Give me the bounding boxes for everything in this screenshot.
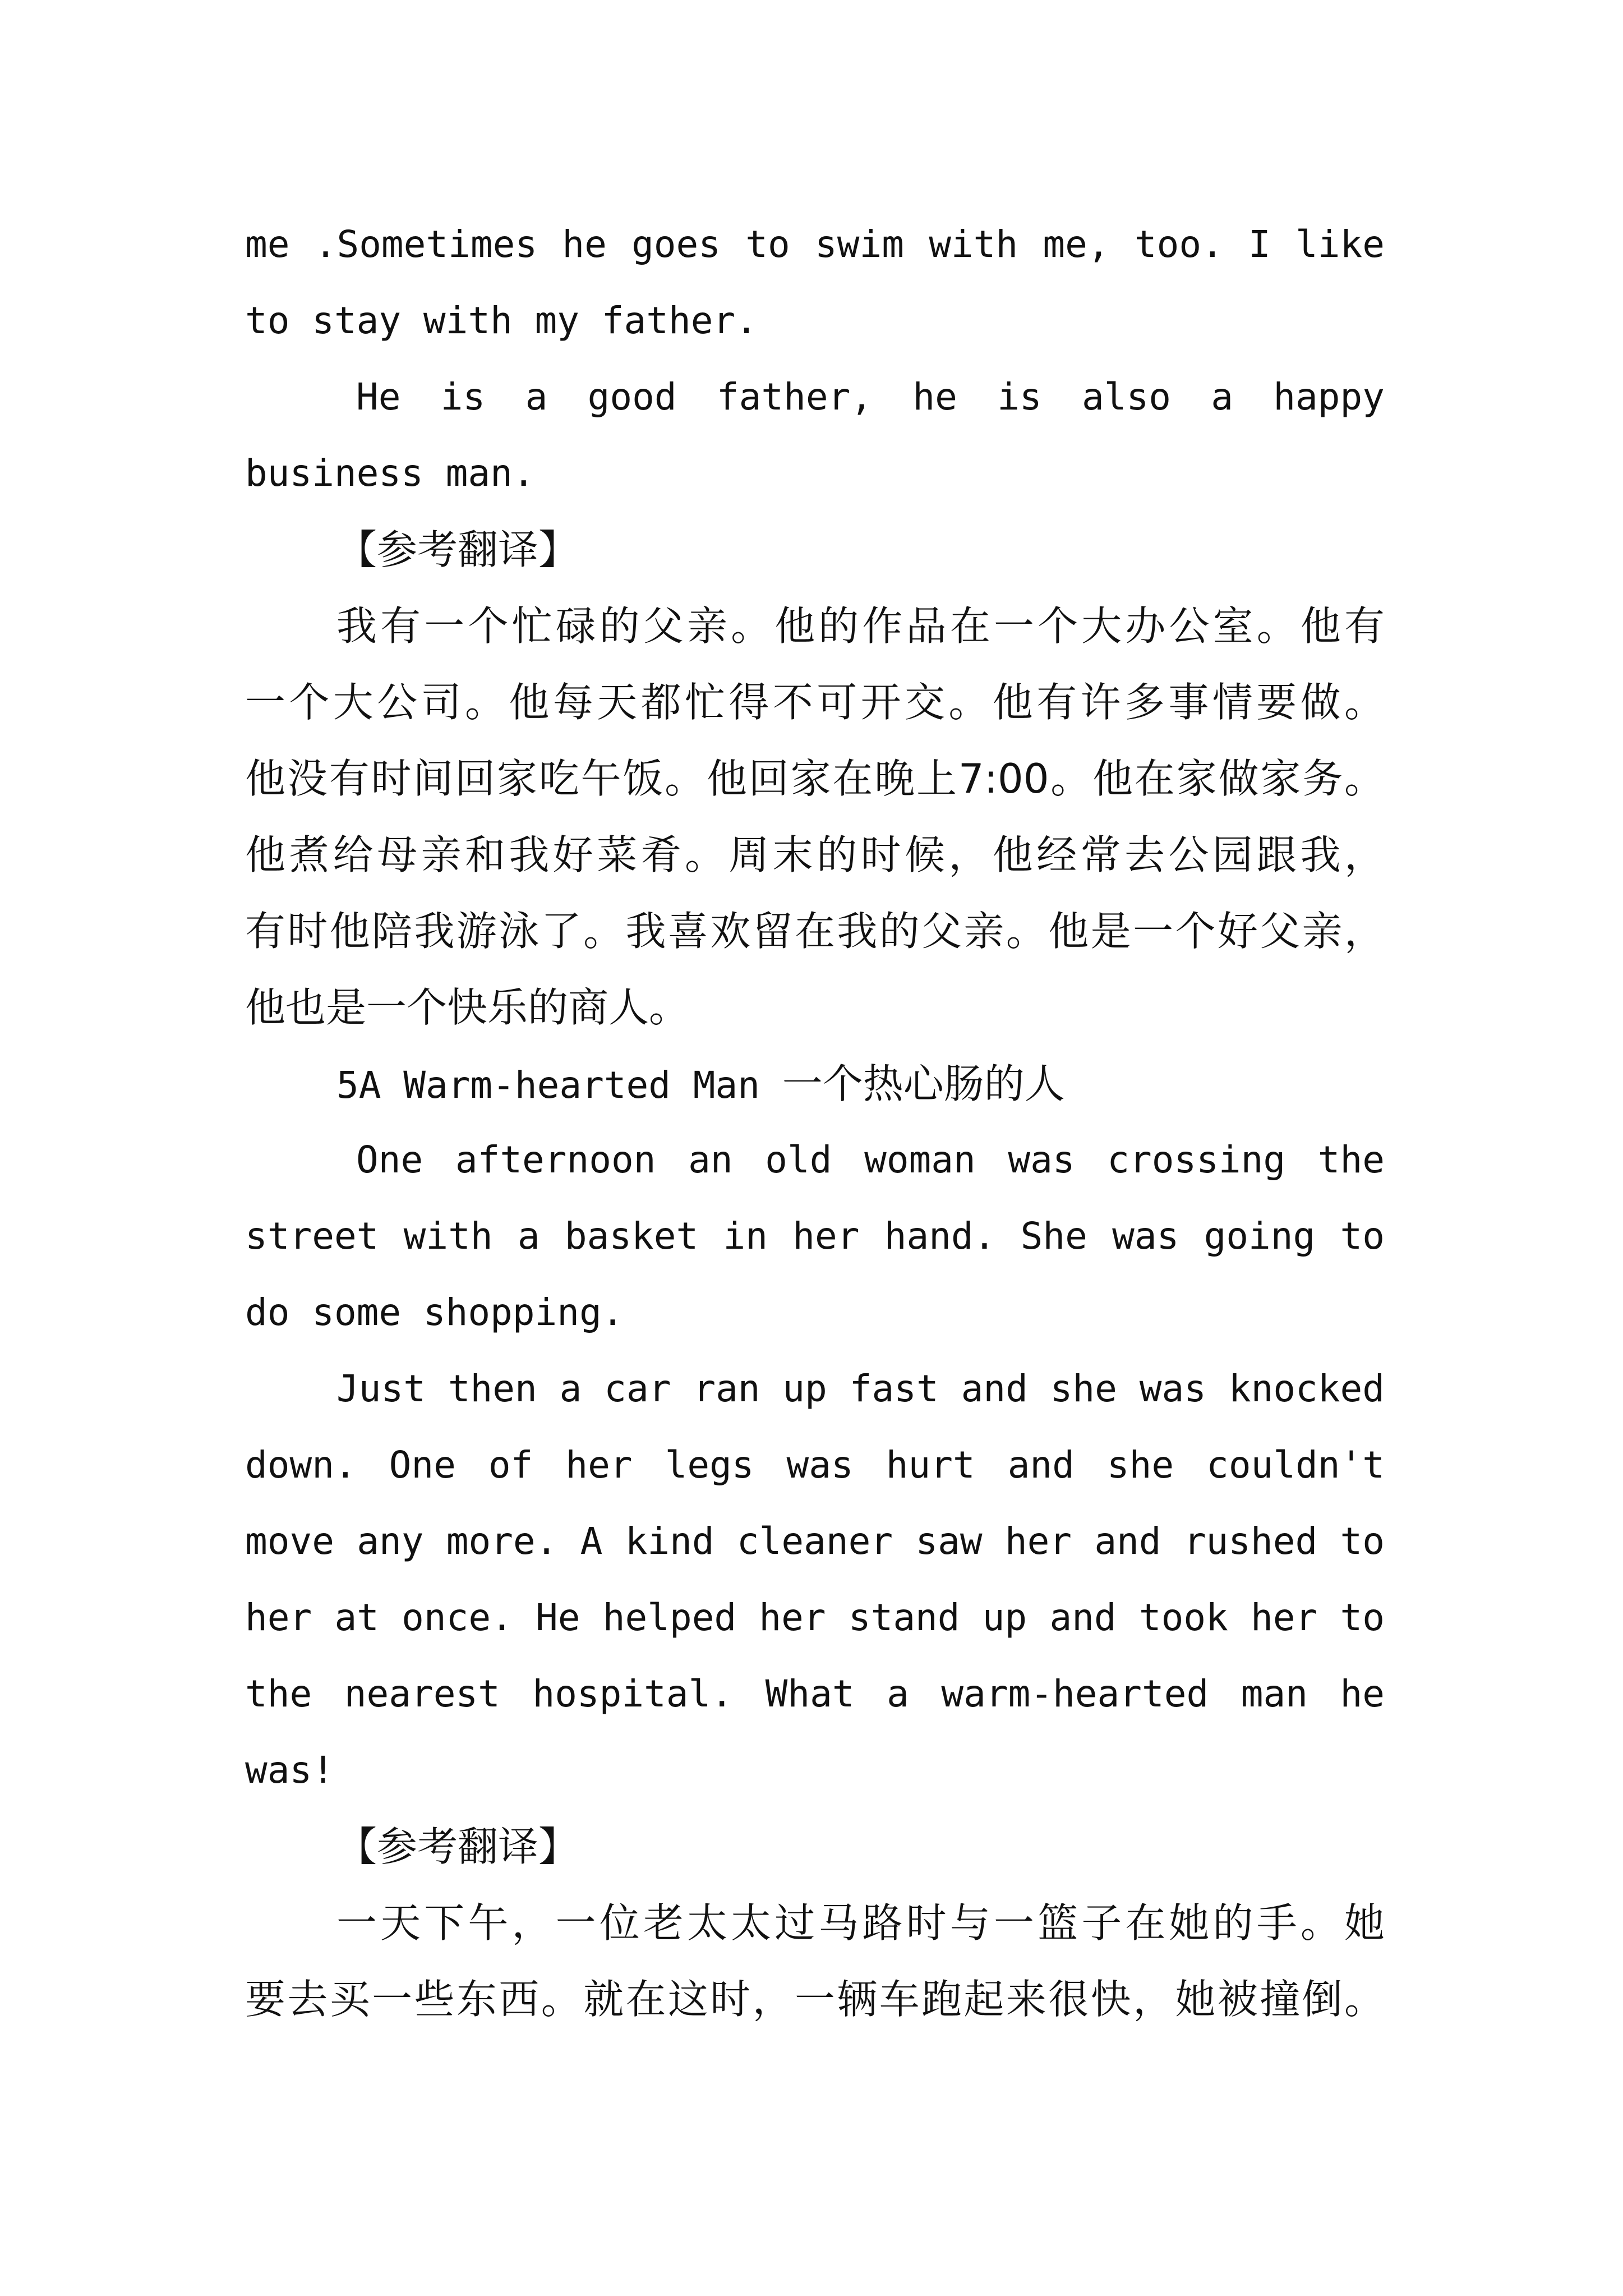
paragraph-line: street with a basket in her hand. She was going to xyxy=(245,1214,1385,1258)
translation-line: 他没有时间回家吃午饭。他回家在晚上7:00。他在家做家务。 xyxy=(245,755,1385,802)
paragraph-line: me .Sometimes he goes to swim with me, too. I like xyxy=(245,223,1385,266)
section-heading: 【参考翻译】 xyxy=(336,1823,579,1870)
translation-line: 我有一个忙碌的父亲。他的作品在一个大办公室。他有 xyxy=(336,602,1385,650)
paragraph-line: to stay with my father. xyxy=(245,299,758,342)
paragraph-line: business man. xyxy=(245,452,535,495)
paragraph-line: He is a good father, he is also a happy xyxy=(356,375,1385,418)
translation-line: 有时他陪我游泳了。我喜欢留在我的父亲。他是一个好父亲， xyxy=(245,908,1385,955)
paragraph-line: One afternoon an old woman was crossing the xyxy=(356,1138,1385,1181)
story-title-en: 5A Warm-hearted Man xyxy=(336,1064,760,1107)
translation-line: 一个大公司。他每天都忙得不可开交。他有许多事情要做。 xyxy=(245,679,1385,726)
translation-line: 他也是一个快乐的商人。 xyxy=(245,984,690,1031)
paragraph-line: was! xyxy=(245,1749,334,1792)
paragraph-line: her at once. He helped her stand up and took her to xyxy=(245,1596,1385,1639)
paragraph-line: do some shopping. xyxy=(245,1291,624,1334)
paragraph-line: Just then a car ran up fast and she was knocked xyxy=(336,1367,1385,1410)
story-title xyxy=(336,1046,1385,1122)
story-title-zh: 一个热心肠的人 xyxy=(782,1060,1065,1107)
paragraph-line: the nearest hospital. What a warm-hearted man he xyxy=(245,1672,1385,1715)
section-heading: 【参考翻译】 xyxy=(336,526,579,573)
translation-line: 要去买一些东西。就在这时，一辆车跑起来很快，她被撞倒。 xyxy=(245,1976,1385,2023)
paragraph-line: down. One of her legs was hurt and she couldn't xyxy=(245,1443,1385,1487)
paragraph-line: move any more. A kind cleaner saw her and rushed to xyxy=(245,1520,1385,1563)
translation-line: 他煮给母亲和我好菜肴。周末的时候，他经常去公园跟我， xyxy=(245,831,1385,878)
translation-line: 一天下午，一位老太太过马路时与一篮子在她的手。她 xyxy=(336,1899,1385,1947)
